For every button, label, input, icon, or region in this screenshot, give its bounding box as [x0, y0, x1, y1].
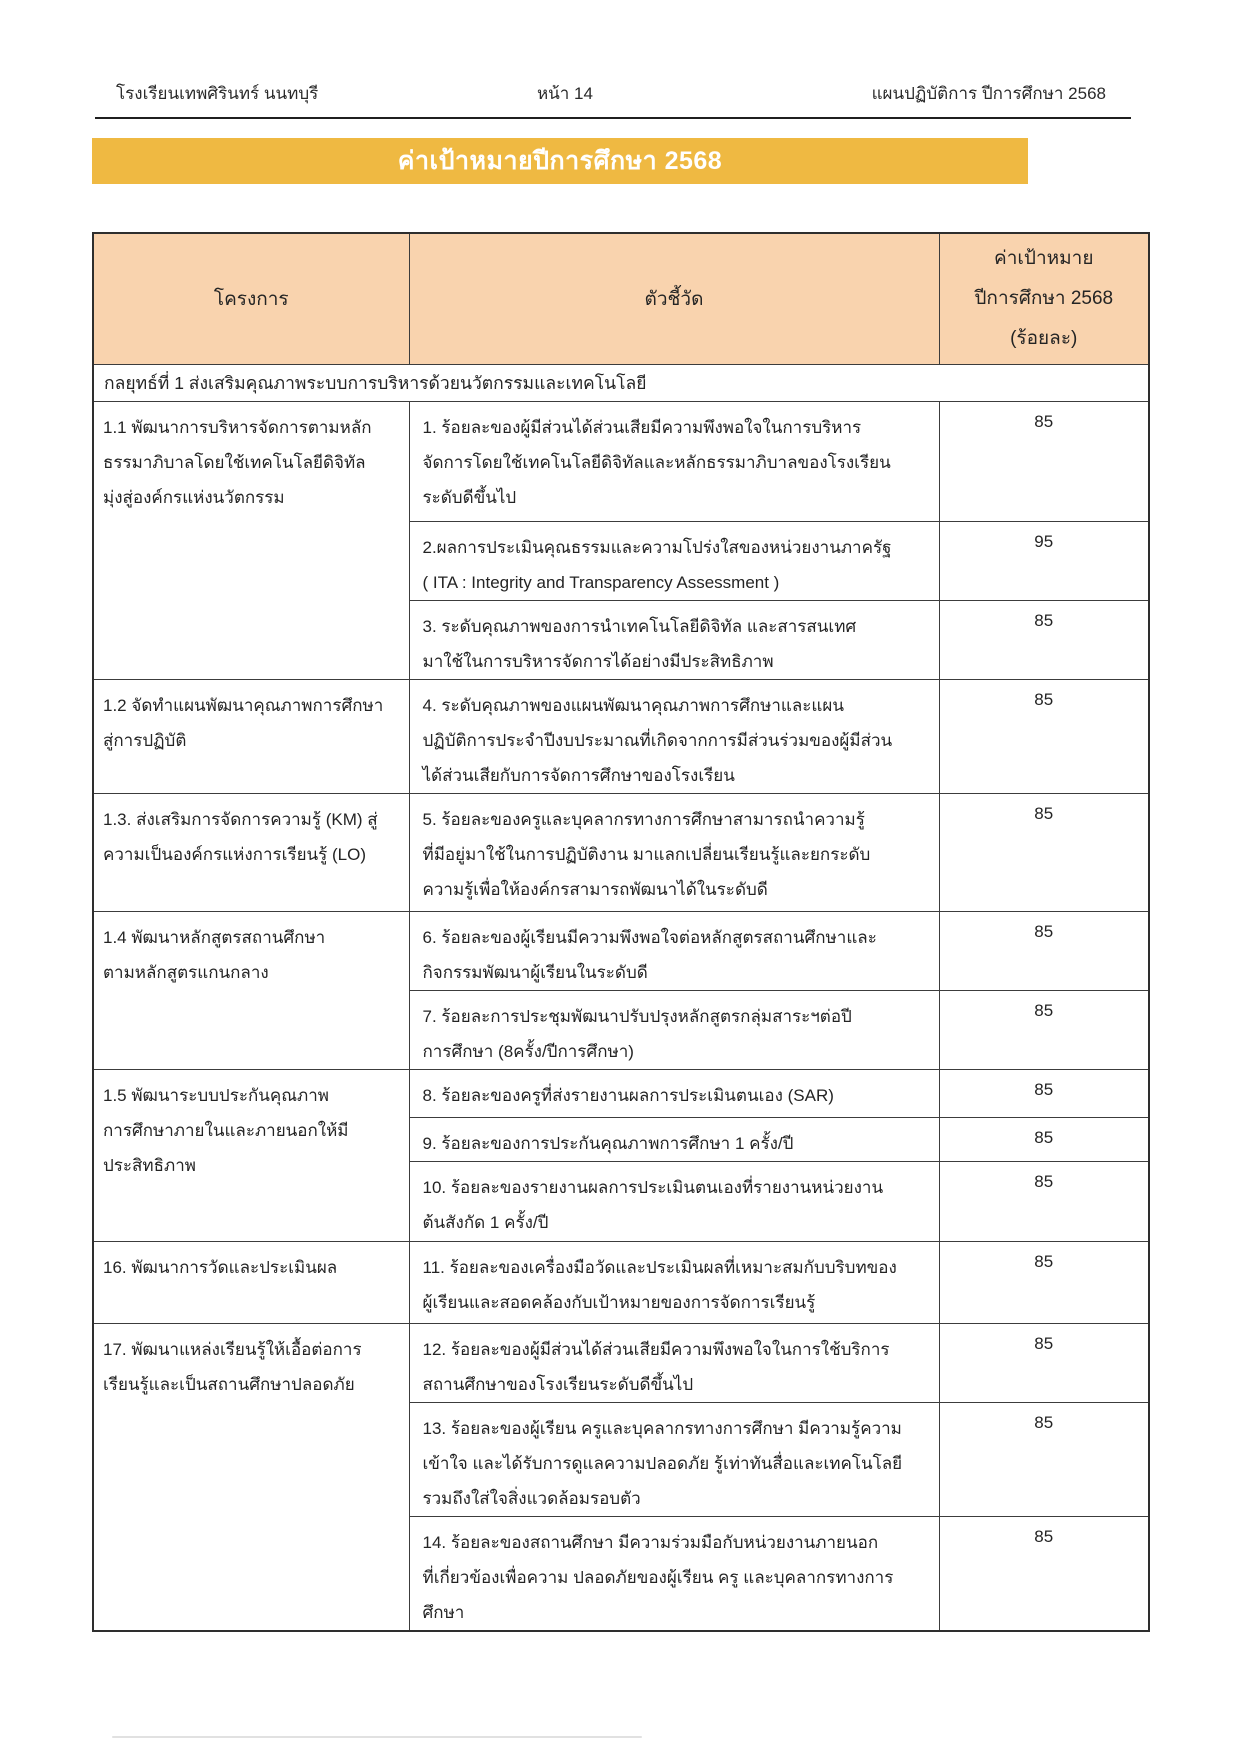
table-head — [93, 233, 1149, 364]
project-cell — [93, 679, 409, 793]
target-value-cell: 85 — [939, 1161, 1149, 1241]
target-value-cell: 85 — [939, 911, 1149, 990]
indicator-cell — [409, 1069, 939, 1117]
project-text-line: 1.4 พัฒนาหลักสูตรสถานศึกษา — [103, 927, 326, 947]
col-header-indicator: ตัวชี้วัด — [409, 233, 939, 364]
header-school-name: โรงเรียนเทพศิรินทร์ นนทบุรี — [116, 84, 319, 103]
indicator-cell — [409, 1516, 939, 1631]
strategy-text: กลยุทธ์ที่ 1 ส่งเสริมคุณภาพระบบการบริหารด้วยนวัตกรรมและเทคโนโลยี — [93, 364, 1149, 401]
scan-artifact-line — [112, 1736, 642, 1738]
project-text-line: เรียนรู้และเป็นสถานศึกษาปลอดภัย — [103, 1374, 355, 1394]
col-header-project: โครงการ — [93, 233, 409, 364]
project-text-line: การศึกษาภายในและภายนอกให้มี — [103, 1120, 349, 1140]
col-header-target — [939, 233, 1149, 364]
running-header — [92, 80, 1148, 107]
project-text-line: 16. พัฒนาการวัดและประเมินผล — [103, 1257, 338, 1277]
header-divider — [95, 117, 1131, 119]
indicator-text-line: 10. ร้อยละของรายงานผลการประเมินตนเองที่รายงานหน่วยงาน — [422, 1177, 884, 1197]
project-text-line: ธรรมาภิบาลโดยใช้เทคโนโลยีดิจิทัล — [103, 452, 366, 472]
indicator-text-line: ที่มีอยู่มาใช้ในการปฏิบัติงาน มาแลกเปลี่ยนเรียนรู้และยกระดับ — [422, 844, 871, 864]
project-text-line: มุ่งสู่องค์กรแห่งนวัตกรรม — [103, 487, 285, 507]
target-value-cell: 85 — [939, 1323, 1149, 1402]
indicator-cell — [409, 521, 939, 600]
indicator-cell — [409, 401, 939, 521]
project-cell — [93, 1069, 409, 1241]
indicator-cell — [409, 1323, 939, 1402]
target-value-cell: 85 — [939, 1402, 1149, 1516]
indicator-text-line: 6. ร้อยละของผู้เรียนมีความพึงพอใจต่อหลักสูตรสถานศึกษาและ — [422, 927, 877, 947]
indicator-cell — [409, 679, 939, 793]
indicator-text-line: 2.ผลการประเมินคุณธรรมและความโปร่งใสของหน่วยงานภาครัฐ — [422, 537, 892, 557]
indicator-text-line: 8. ร้อยละของครูที่ส่งรายงานผลการประเมินตนเอง (SAR) — [422, 1085, 834, 1105]
target-value-cell: 85 — [939, 1117, 1149, 1161]
table-body — [93, 364, 1149, 1631]
indicator-text-line: 13. ร้อยละของผู้เรียน ครูและบุคลากรทางการศึกษา มีความรู้ความ — [422, 1418, 902, 1438]
target-value-cell: 85 — [939, 1241, 1149, 1323]
table-header-row — [93, 233, 1149, 364]
project-text-line: ประสิทธิภาพ — [103, 1155, 196, 1175]
indicator-text-line: 3. ระดับคุณภาพของการนำเทคโนโลยีดิจิทัล และสารสนเทศ — [422, 616, 857, 636]
indicator-text-line: 14. ร้อยละของสถานศึกษา มีความร่วมมือกับหน่วยงานภายนอก — [422, 1532, 879, 1552]
target-value-cell: 85 — [939, 1516, 1149, 1631]
indicator-text-line: สถานศึกษาของโรงเรียนระดับดีขึ้นไป — [422, 1374, 694, 1394]
col-header-target-line: ค่าเป้าหมาย — [994, 247, 1094, 269]
indicator-text-line: รวมถึงใส่ใจสิ่งแวดล้อมรอบตัว — [422, 1488, 641, 1508]
title-banner — [92, 138, 1028, 184]
target-value-cell: 85 — [939, 990, 1149, 1069]
indicator-text-line: 5. ร้อยละของครูและบุคลากรทางการศึกษาสามารถนำความรู้ — [422, 809, 865, 829]
project-text-line: 1.3. ส่งเสริมการจัดการความรู้ (KM) สู่ — [103, 809, 378, 829]
project-text-line: 1.1 พัฒนาการบริหารจัดการตามหลัก — [103, 417, 372, 437]
indicator-text-line: กิจกรรมพัฒนาผู้เรียนในระดับดี — [422, 962, 648, 982]
project-text-line: 1.5 พัฒนาระบบประกันคุณภาพ — [103, 1085, 329, 1105]
project-cell — [93, 911, 409, 1069]
indicator-row — [93, 1323, 1149, 1402]
indicator-text-line: ระดับดีขึ้นไป — [422, 487, 517, 507]
project-text-line: ตามหลักสูตรแกนกลาง — [103, 962, 269, 982]
project-cell — [93, 401, 409, 679]
col-header-target-line: ปีการศึกษา 2568 — [974, 287, 1114, 309]
indicator-row — [93, 401, 1149, 521]
target-value-cell: 85 — [939, 401, 1149, 521]
indicator-text-line: ความรู้เพื่อให้องค์กรสามารถพัฒนาได้ในระดับดี — [422, 879, 768, 899]
indicator-cell — [409, 911, 939, 990]
indicator-cell — [409, 600, 939, 679]
project-cell — [93, 1323, 409, 1631]
target-value-cell: 85 — [939, 679, 1149, 793]
indicator-row — [93, 679, 1149, 793]
indicator-text-line: ( ITA : Integrity and Transparency Assessment ) — [422, 572, 780, 592]
indicator-cell — [409, 1161, 939, 1241]
indicator-text-line: เข้าใจ และได้รับการดูแลความปลอดภัย รู้เท่าทันสื่อและเทคโนโลยี — [422, 1453, 903, 1473]
indicator-text-line: 1. ร้อยละของผู้มีส่วนได้ส่วนเสียมีความพึงพอใจในการบริหาร — [422, 417, 862, 437]
indicator-row — [93, 1069, 1149, 1117]
targets-table — [92, 232, 1150, 1632]
indicator-row — [93, 911, 1149, 990]
indicator-text-line: 7. ร้อยละการประชุมพัฒนาปรับปรุงหลักสูตรกลุ่มสาระฯต่อปี — [422, 1006, 852, 1026]
indicator-text-line: ปฏิบัติการประจำปีงบประมาณที่เกิดจากการมีส่วนร่วมของผู้มีส่วน — [422, 730, 893, 750]
indicator-text-line: ต้นสังกัด 1 ครั้ง/ปี — [422, 1212, 549, 1232]
project-cell — [93, 1241, 409, 1323]
project-cell — [93, 793, 409, 911]
indicator-cell — [409, 1241, 939, 1323]
indicator-text-line: 12. ร้อยละของผู้มีส่วนได้ส่วนเสียมีความพึงพอใจในการใช้บริการ — [422, 1339, 890, 1359]
strategy-row — [93, 364, 1149, 401]
indicator-cell — [409, 990, 939, 1069]
target-value-cell: 85 — [939, 793, 1149, 911]
indicator-text-line: การศึกษา (8ครั้ง/ปีการศึกษา) — [422, 1041, 634, 1061]
indicator-text-line: ผู้เรียนและสอดคล้องกับเป้าหมายของการจัดการเรียนรู้ — [422, 1292, 816, 1312]
target-value-cell: 85 — [939, 600, 1149, 679]
indicator-text-line: 9. ร้อยละของการประกันคุณภาพการศึกษา 1 ครั้ง/ปี — [422, 1133, 794, 1153]
indicator-text-line: 11. ร้อยละของเครื่องมือวัดและประเมินผลที่เหมาะสมกับบริบทของ — [422, 1257, 897, 1277]
col-header-target-line: (ร้อยละ) — [1010, 327, 1078, 349]
project-text-line: 1.2 จัดทำแผนพัฒนาคุณภาพการศึกษา — [103, 695, 384, 715]
indicator-text-line: จัดการโดยใช้เทคโนโลยีดิจิทัลและหลักธรรมาภิบาลของโรงเรียน — [422, 452, 891, 472]
indicator-text-line: มาใช้ในการบริหารจัดการได้อย่างมีประสิทธิภาพ — [422, 651, 774, 671]
project-text-line: สู่การปฏิบัติ — [103, 730, 187, 750]
indicator-text-line: 4. ระดับคุณภาพของแผนพัฒนาคุณภาพการศึกษาและแผน — [422, 695, 844, 715]
project-text-line: 17. พัฒนาแหล่งเรียนรู้ให้เอื้อต่อการ — [103, 1339, 362, 1359]
indicator-cell — [409, 1117, 939, 1161]
indicator-row — [93, 793, 1149, 911]
target-value-cell: 85 — [939, 1069, 1149, 1117]
indicator-text-line: ที่เกี่ยวข้องเพื่อความ ปลอดภัยของผู้เรียน ครู และบุคลากรทางการ — [422, 1567, 894, 1587]
project-text-line: ความเป็นองค์กรแห่งการเรียนรู้ (LO) — [103, 844, 367, 864]
indicator-cell — [409, 793, 939, 911]
indicator-cell — [409, 1402, 939, 1516]
header-page-number: หน้า 14 — [536, 84, 593, 103]
header-plan-title: แผนปฏิบัติการ ปีการศึกษา 2568 — [871, 84, 1106, 103]
indicator-text-line: ได้ส่วนเสียกับการจัดการศึกษาของโรงเรียน — [422, 765, 735, 785]
banner-title: ค่าเป้าหมายปีการศึกษา 2568 — [397, 147, 723, 175]
indicator-row — [93, 1241, 1149, 1323]
target-value-cell: 95 — [939, 521, 1149, 600]
indicator-text-line: ศึกษา — [422, 1602, 465, 1622]
